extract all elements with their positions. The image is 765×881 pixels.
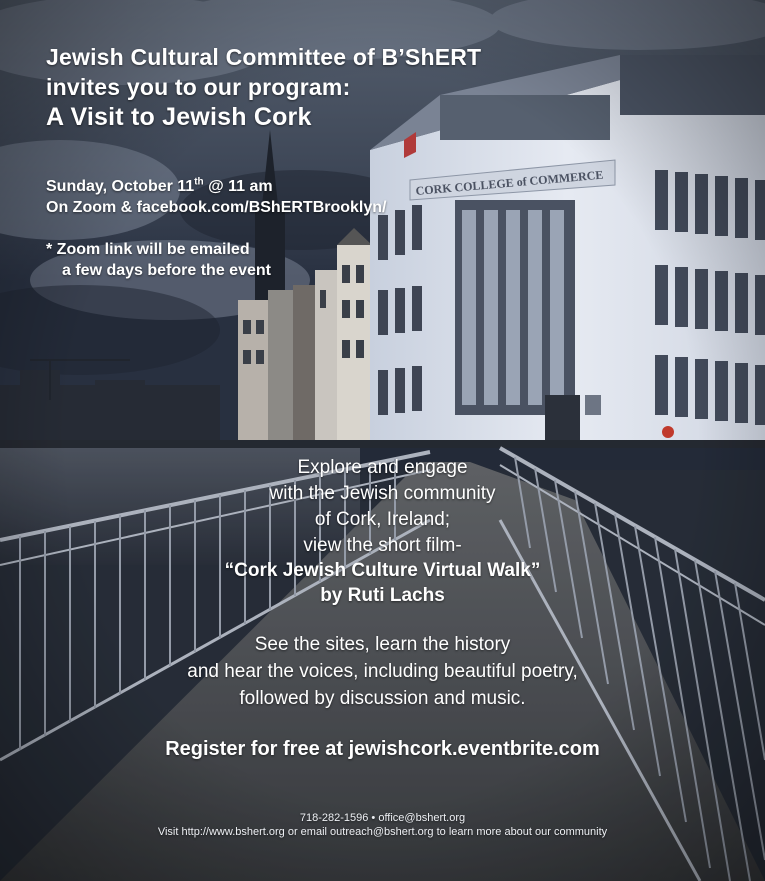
program-title: A Visit to Jewish Cork: [46, 103, 312, 131]
details-line-2: and hear the voices, including beautiful poetry,: [187, 661, 578, 682]
date-superscript: th: [194, 176, 204, 188]
description-line-1: Explore and engage: [297, 457, 468, 478]
description-line-4: view the short film-: [303, 535, 462, 556]
details-line-3: followed by discussion and music.: [239, 688, 526, 709]
details-line-1: See the sites, learn the history: [254, 634, 511, 655]
event-date: [46, 177, 273, 197]
organizer-line: Jewish Cultural Committee of B’ShERT: [46, 44, 482, 70]
zoom-note-line1: * Zoom link will be emailed: [46, 241, 250, 258]
footer-visit: Visit http://www.bshert.org or email outreach@bshert.org to learn more about our community: [157, 826, 608, 838]
register-link[interactable]: Register for free at jewishcork.eventbrite.com: [165, 738, 600, 760]
zoom-note-line2: a few days before the event: [62, 262, 271, 279]
description-line-2: with the Jewish community: [269, 483, 496, 504]
footer-contact: 718-282-1596 • office@bshert.org: [299, 812, 466, 824]
film-author: by Ruti Lachs: [320, 585, 445, 606]
invite-line: invites you to our program:: [46, 74, 351, 100]
event-platform: On Zoom & facebook.com/BShERTBrooklyn/: [46, 199, 387, 216]
description-line-3: of Cork, Ireland;: [314, 509, 451, 530]
date-text: Sunday, October 11: [46, 178, 195, 195]
time-text: @ 11 am: [203, 178, 273, 195]
film-title: “Cork Jewish Culture Virtual Walk”: [224, 560, 541, 581]
